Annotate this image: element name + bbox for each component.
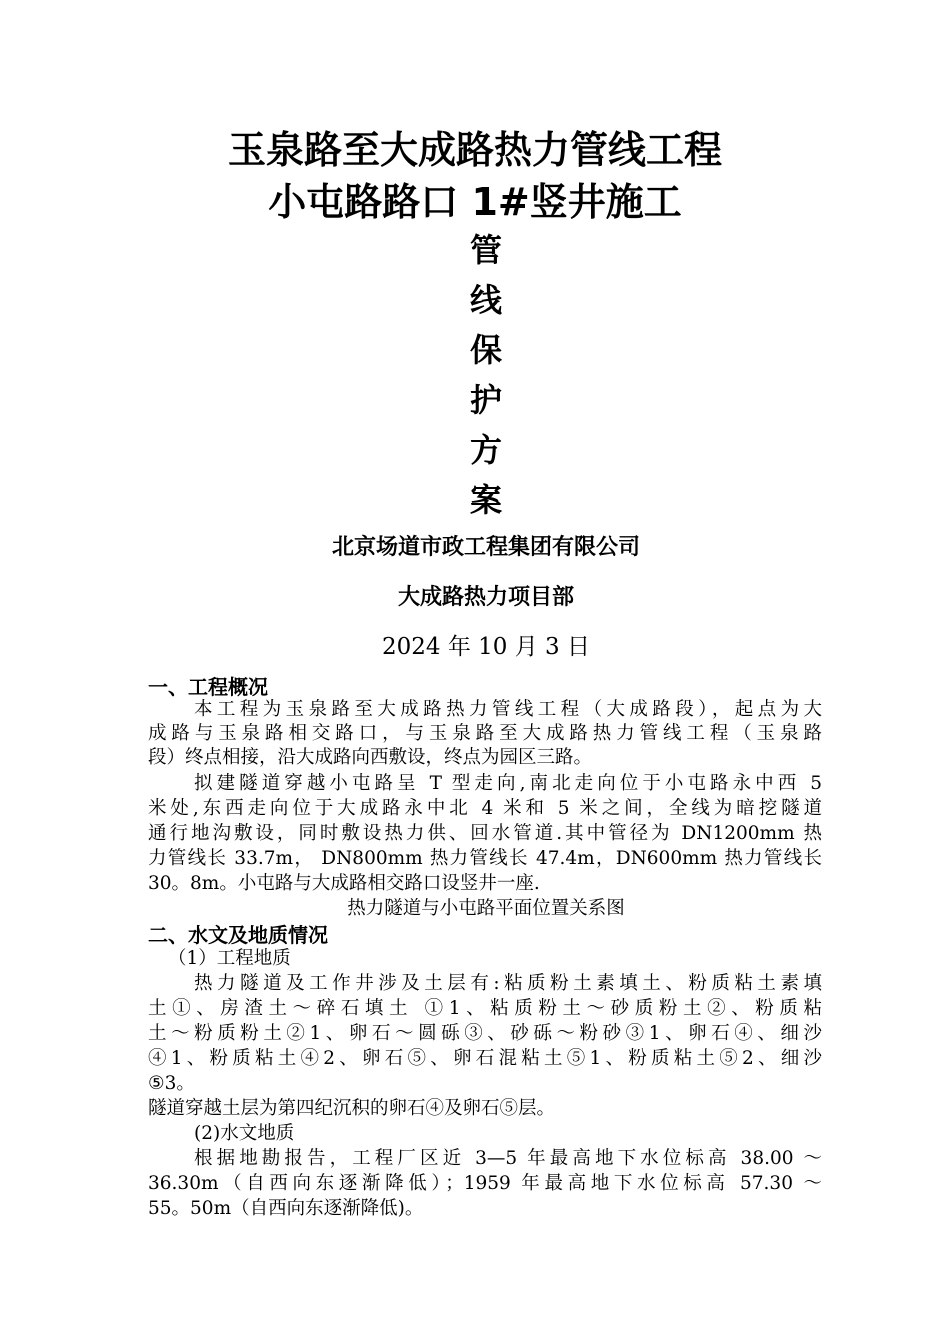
company-name: 北京场道市政工程集团有限公司 — [331, 535, 640, 560]
tunnel-layer-note: 隧道穿越土层为第四纪沉积的卵石④及卵石⑤层。 — [148, 1098, 556, 1119]
section-heading-hydrogeology: 二、水文及地质情况 — [148, 923, 328, 947]
paragraph-line: ④1、粉质粘土④2、卵石⑤、卵石混粘土⑤1、粉质粘土⑤2、细沙 — [148, 1048, 822, 1069]
paragraph-line: 拟建隧道穿越小屯路呈 T 型走向,南北走向位于小屯路永中西 5 — [194, 773, 822, 794]
paragraph-line: 米处,东西走向位于大成路永中北 4 米和 5 米之间，全线为暗挖隧道 — [148, 798, 822, 819]
paragraph-line: ⑤3。 — [148, 1073, 195, 1094]
paragraph-line: 段）终点相接，沿大成路向西敷设，终点为园区三路。 — [148, 747, 593, 768]
title-line-1: 玉泉路至大成路热力管线工程 — [227, 128, 722, 172]
title-line-2: 小屯路路口 1#竖井施工 — [268, 180, 682, 224]
figure-caption: 热力隧道与小屯路平面位置关系图 — [347, 898, 625, 919]
title-vertical-char: 保 — [469, 331, 502, 369]
title-vertical-char: 案 — [469, 481, 502, 519]
paragraph-line: 力管线长 33.7m， DN800mm 热力管线长 47.4m，DN600mm 热力管线长 — [148, 848, 822, 869]
section-heading-overview: 一、工程概况 — [148, 675, 268, 699]
paragraph-line: 通行地沟敷设，同时敷设热力供、回水管道.其中管径为 DN1200mm 热 — [148, 823, 822, 844]
title-vertical-char: 护 — [469, 381, 502, 419]
paragraph-line: 本工程为玉泉路至大成路热力管线工程（大成路段），起点为大 — [194, 699, 822, 720]
subheading-hydrogeology: (2)水文地质 — [194, 1123, 295, 1144]
title-vertical-char: 管 — [469, 231, 502, 269]
subheading-engineering-geology: （1）工程地质 — [168, 948, 291, 969]
paragraph-line: 热力隧道及工作井涉及土层有:粘质粉土素填土、粉质粘土素填 — [194, 973, 822, 994]
paragraph-line: 成路与玉泉路相交路口，与玉泉路至大成路热力管线工程（玉泉路 — [148, 723, 822, 744]
paragraph-line: 36.30m（自西向东逐渐降低）；1959 年最高地下水位标高 57.30 ～ — [148, 1173, 822, 1194]
paragraph-line: 土①、房渣土～碎石填土 ①1、粘质粉土～砂质粉土②、粉质粘 — [148, 998, 822, 1019]
paragraph-line: 根据地勘报告，工程厂区近 3—5 年最高地下水位标高 38.00 ～ — [194, 1148, 822, 1169]
title-vertical-char: 方 — [469, 431, 502, 469]
paragraph-line: 55。50m（自西向东逐渐降低)。 — [148, 1198, 424, 1219]
department-name: 大成路热力项目部 — [397, 585, 574, 610]
title-vertical-char: 线 — [469, 281, 502, 319]
document-date: 2024 年 10 月 3 日 — [382, 634, 590, 660]
paragraph-line: 30。8m。小屯路与大成路相交路口设竖井一座. — [148, 873, 540, 894]
paragraph-line: 土～粉质粉土②1、卵石～圆砾③、砂砾～粉砂③1、卵石④、细沙 — [148, 1023, 822, 1044]
